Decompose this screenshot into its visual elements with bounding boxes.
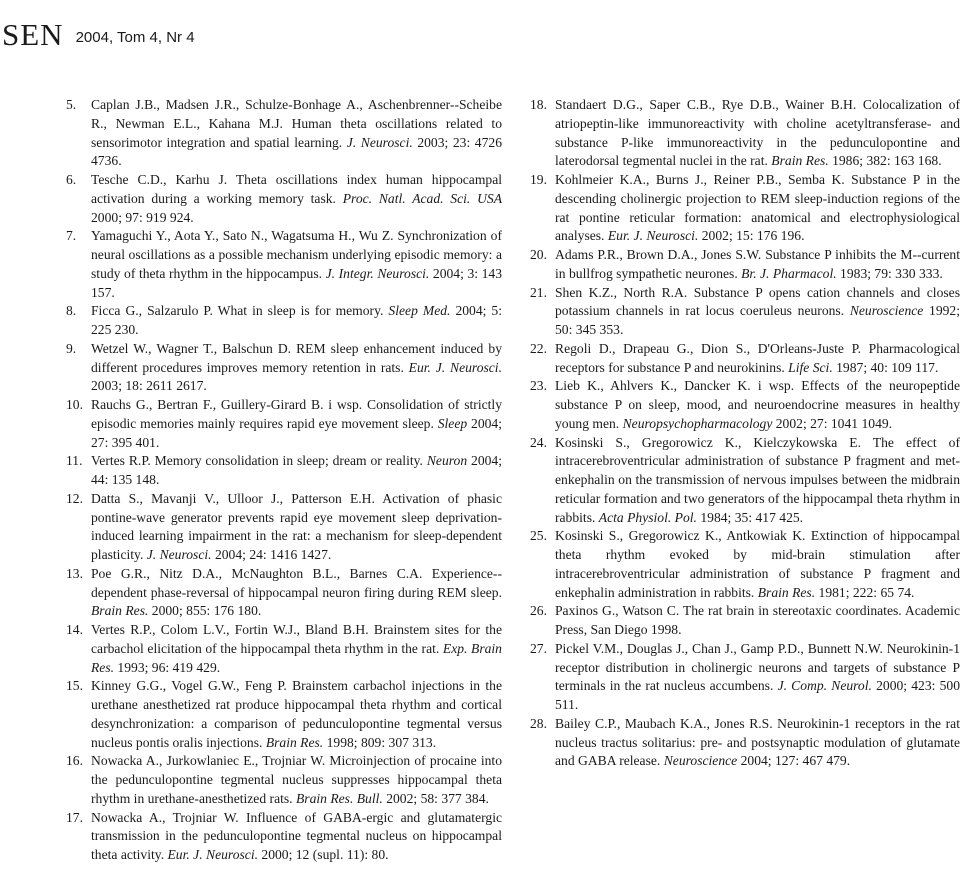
reference-segment: 2000; 12 (supl. 11): 80.	[258, 847, 389, 862]
reference-number: 27.	[530, 640, 547, 656]
reference-segment: 1993; 96: 419 429.	[114, 659, 221, 675]
page-header	[0, 14, 195, 54]
reference-segment: 2000; 855: 176 180.	[148, 603, 262, 619]
reference-segment: 1984; 35: 417 425.	[696, 509, 804, 525]
reference-segment: Nowacka A., Jurkowlaniec E., Trojniar W. Microinjection of procaine into the pedunculopontine tegmental nucleus suppresses hippocampal theta rhythm in urethane-anesthetized rats.	[91, 753, 502, 806]
journal-title: Exp. Brain Res.	[91, 640, 502, 675]
reference-item	[66, 752, 502, 808]
reference-segment: Caplan J.B., Madsen J.R., Schulze-Bonhage A., Aschenbrenner--Scheibe R., Newman E.L., Kahana M.J. Human theta oscillations related to sensorimotor integration and spatial learning.	[91, 97, 502, 150]
reference-segment: Vertes R.P. Memory consolidation in sleep; dream or reality.	[91, 453, 427, 469]
reference-segment: Kosinski S., Gregorowicz K., Antkowiak K. Extinction of hippocampal theta rhythm evoked by mid-brain stimulation after intracerebroventricular administration of substance P fragment and enkephalin administration in rabbits.	[555, 528, 960, 600]
journal-title: Brain Res.	[771, 153, 829, 169]
journal-title: Life Sci.	[788, 359, 833, 375]
reference-number: 12.	[66, 490, 83, 506]
reference-item	[66, 171, 502, 227]
reference-item	[530, 96, 960, 171]
reference-text	[555, 527, 960, 602]
reference-number: 21.	[530, 284, 547, 300]
reference-item	[66, 677, 502, 752]
reference-segment: Bailey C.P., Maubach K.A., Jones R.S. Neurokinin-1 receptors in the rat nucleus tractus solitarius: pre- and postsynaptic modulation of glutamate and GABA release.	[555, 715, 960, 769]
reference-number: 24.	[530, 434, 547, 450]
reference-text	[91, 752, 502, 808]
reference-segment: 2002; 58: 377 384.	[382, 790, 489, 806]
reference-number: 23.	[530, 378, 547, 394]
reference-text	[555, 715, 960, 771]
journal-name: SEN	[2, 16, 64, 52]
reference-segment: 1998; 809: 307 313.	[323, 734, 437, 750]
reference-segment: 1987; 40: 109 117.	[832, 359, 939, 375]
reference-text	[555, 434, 960, 528]
reference-item	[530, 340, 960, 378]
reference-item	[530, 434, 960, 528]
reference-segment: Wetzel W., Wagner T., Balschun D. REM sleep enhancement induced by different procedures improves memory retention in rats.	[91, 340, 502, 375]
reference-text	[555, 640, 960, 715]
reference-segment: 2004; 44: 135 148.	[91, 453, 502, 487]
reference-item	[66, 452, 502, 490]
reference-segment: 2002; 27: 1041 1049.	[772, 415, 893, 431]
reference-number: 9.	[66, 340, 77, 356]
reference-number: 18.	[530, 97, 547, 112]
reference-text	[91, 565, 502, 621]
reference-number: 6.	[66, 172, 77, 187]
reference-segment: 2004; 24: 1416 1427.	[211, 547, 332, 562]
reference-number: 10.	[66, 397, 83, 412]
reference-text	[91, 96, 502, 171]
reference-segment: 2003; 23: 4726 4736.	[91, 134, 502, 169]
journal-title: Eur. J. Neurosci.	[167, 847, 258, 862]
journal-title: J. Integr. Neurosci.	[325, 265, 430, 281]
reference-item	[530, 602, 960, 640]
reference-text	[91, 452, 502, 490]
journal-title: Neuron	[426, 453, 468, 469]
reference-text	[91, 490, 502, 565]
reference-segment: Pickel V.M., Douglas J., Chan J., Gamp P.D., Bunnett N.W. Neurokinin-1 receptor distribution in cholinergic neurons and targets of substance P terminals in the rat nucleus accumbens.	[555, 640, 960, 694]
reference-segment: 1983; 79: 330 333.	[836, 265, 943, 281]
issue-info: 2004, Tom 4, Nr 4	[75, 28, 195, 46]
reference-text	[91, 396, 502, 452]
reference-segment: 2000; 423: 500 511.	[555, 678, 960, 712]
reference-segment: 1981; 222: 65 74.	[815, 584, 915, 600]
journal-title: Br. J. Pharmacol.	[741, 265, 837, 281]
reference-item	[66, 340, 502, 396]
reference-segment: Poe G.R., Nitz D.A., McNaughton B.L., Barnes C.A. Experience--dependent phase-reversal of hippocampal neuron firing during REM sleep.	[91, 565, 502, 600]
reference-number: 7.	[66, 228, 77, 244]
reference-segment: Adams P.R., Brown D.A., Jones S.W. Substance P inhibits the M--current in bullfrog sympathetic neurones.	[555, 247, 960, 281]
reference-segment: Yamaguchi Y., Aota Y., Sato N., Wagatsuma H., Wu Z. Synchronization of neural oscillations as a possible mechanism underlying episodic memory: a study of theta rhythm in the hippocampus.	[91, 228, 502, 281]
reference-item	[66, 565, 502, 621]
reference-number: 20.	[530, 247, 547, 262]
references-right-column	[530, 96, 960, 771]
journal-title: J. Neurosci.	[146, 547, 212, 562]
reference-segment: 2004; 127: 467 479.	[737, 753, 851, 769]
reference-text	[555, 377, 960, 433]
reference-segment: Lieb K., Ahlvers K., Dancker K. i wsp. Effects of the neuropeptide substance P on sleep, mood, and neuroendocrine measures in healthy young men.	[555, 378, 960, 431]
reference-text	[555, 340, 960, 378]
reference-segment: Vertes R.P., Colom L.V., Fortin W.J., Bland B.H. Brainstem sites for the carbachol elicitation of the hippocampal theta rhythm in the rat.	[91, 622, 502, 656]
reference-text	[91, 677, 502, 752]
reference-text	[91, 171, 502, 227]
reference-text	[555, 284, 960, 340]
reference-text	[91, 340, 502, 396]
reference-segment: 2004; 3: 143 157.	[91, 265, 503, 300]
reference-segment: Paxinos G., Watson C. The rat brain in stereotaxic coordinates. Academic Press, San Diego 1998.	[555, 603, 960, 637]
reference-segment: Shen K.Z., North R.A. Substance P opens cation channels and closes potassium channels in rat locus coeruleus neurons.	[555, 284, 960, 319]
reference-segment: Nowacka A., Trojniar W. Influence of GABA-ergic and glutamatergic transmission in the pedunculopontine tegmental nucleus on hippocampal theta activity.	[91, 809, 502, 862]
reference-item	[530, 377, 960, 433]
journal-title: Neuropsychopharmacology	[622, 415, 773, 431]
journal-title: Sleep Med.	[388, 303, 451, 319]
journal-title: Neuroscience	[849, 303, 924, 319]
reference-number: 15.	[66, 678, 83, 694]
reference-number: 25.	[530, 528, 547, 544]
references-left-column	[66, 96, 502, 865]
reference-segment: Kohlmeier K.A., Burns J., Reiner P.B., Semba K. Substance P in the descending cholinergic projection to REM sleep-induction regions of the rat pontine reticular formation: anatomical and electrophysiological analyses.	[555, 172, 960, 244]
reference-item	[66, 490, 502, 565]
reference-item	[66, 396, 502, 452]
journal-title: Brain Res.	[91, 603, 149, 619]
reference-segment: Ficca G., Salzarulo P. What in sleep is for memory.	[91, 303, 389, 319]
reference-number: 5.	[66, 97, 77, 112]
reference-segment: Tesche C.D., Karhu J. Theta oscillations index human hippocampal activation during a working memory task.	[91, 172, 502, 206]
reference-text	[555, 602, 960, 640]
reference-text	[555, 246, 960, 284]
reference-item	[530, 284, 960, 340]
reference-number: 16.	[66, 753, 83, 769]
journal-title: Brain Res. Bull.	[295, 790, 383, 806]
reference-number: 14.	[66, 622, 83, 637]
journal-title: Neuroscience	[663, 753, 738, 769]
journal-title: Eur. J. Neurosci.	[607, 228, 699, 244]
reference-item	[66, 227, 502, 302]
reference-number: 22.	[530, 340, 547, 356]
reference-text	[91, 227, 502, 302]
reference-segment: 2003; 18: 2611 2617.	[91, 378, 207, 394]
reference-text	[555, 171, 960, 246]
reference-item	[530, 527, 960, 602]
reference-item	[530, 715, 960, 771]
reference-item	[66, 621, 502, 677]
journal-title: Brain Res.	[265, 734, 324, 750]
reference-segment: 1986; 382: 163 168.	[828, 153, 942, 169]
journal-title: Proc. Natl. Acad. Sci. USA	[342, 190, 503, 206]
reference-segment: Kinney G.G., Vogel G.W., Feng P. Brainstem carbachol injections in the urethane anesthetized rat produce hippocampal theta rhythm and cortical desynchronization: a comparison of pedunculopontine tegmental versus nucleus pontis oralis injections.	[91, 678, 502, 750]
journal-title: J. Neurosci.	[346, 134, 413, 150]
reference-item	[66, 302, 502, 340]
reference-number: 17.	[66, 809, 83, 825]
reference-segment: 2002; 15: 176 196.	[698, 228, 805, 244]
reference-item	[530, 640, 960, 715]
reference-segment: 2004; 27: 395 401.	[91, 415, 502, 450]
reference-segment: 1992; 50: 345 353.	[555, 303, 960, 337]
reference-item	[66, 96, 502, 171]
reference-segment: 2004; 5: 225 230.	[91, 303, 503, 337]
reference-text	[555, 96, 960, 171]
reference-segment: Standaert D.G., Saper C.B., Rye D.B., Wainer B.H. Colocalization of atriopeptin-like immunoreactivity with choline acetyltransferase- and substance P-like immunoreactivity in the pedunculopontine and laterodorsal tegmental nuclei in the rat.	[555, 97, 960, 169]
journal-title: Eur. J. Neurosci.	[408, 359, 502, 375]
reference-number: 11.	[66, 453, 83, 469]
journal-title: Sleep	[437, 415, 468, 431]
reference-number: 26.	[530, 603, 547, 619]
reference-segment: Kosinski S., Gregorowicz K., Kielczykowska E. The effect of intracerebroventricular administration of substance P fragment and met-enkephalin on the transmission of nervous impulses between the midbrain reticular formation and two generators of the hippocampal theta rhythm in rabbits.	[555, 434, 960, 525]
reference-text	[91, 809, 502, 865]
reference-number: 13.	[66, 565, 83, 581]
reference-number: 28.	[530, 715, 547, 731]
journal-title: Acta Physiol. Pol.	[598, 509, 697, 525]
reference-item	[530, 246, 960, 284]
journal-title: J. Comp. Neurol.	[777, 678, 872, 694]
reference-number: 19.	[530, 172, 547, 187]
reference-number: 8.	[66, 303, 77, 319]
reference-text	[91, 621, 502, 677]
journal-title: Brain Res.	[757, 584, 816, 600]
reference-segment: 2000; 97: 919 924.	[91, 209, 194, 225]
reference-segment: Regoli D., Drapeau G., Dion S., D'Orleans-Juste P. Pharmacological receptors for substance P and neurokinins.	[555, 340, 960, 375]
reference-segment: Datta S., Mavanji V., Ulloor J., Patterson E.H. Activation of phasic pontine-wave generator prevents rapid eye movement sleep deprivation-induced learning impairment in the rat: a mechanism for sleep-dependent plasticity.	[91, 490, 502, 562]
reference-segment: Rauchs G., Bertran F., Guillery-Girard B. i wsp. Consolidation of strictly episodic memories mainly requires rapid eye movement sleep.	[91, 397, 502, 431]
reference-item	[66, 809, 502, 865]
reference-text	[91, 302, 502, 340]
reference-item	[530, 171, 960, 246]
